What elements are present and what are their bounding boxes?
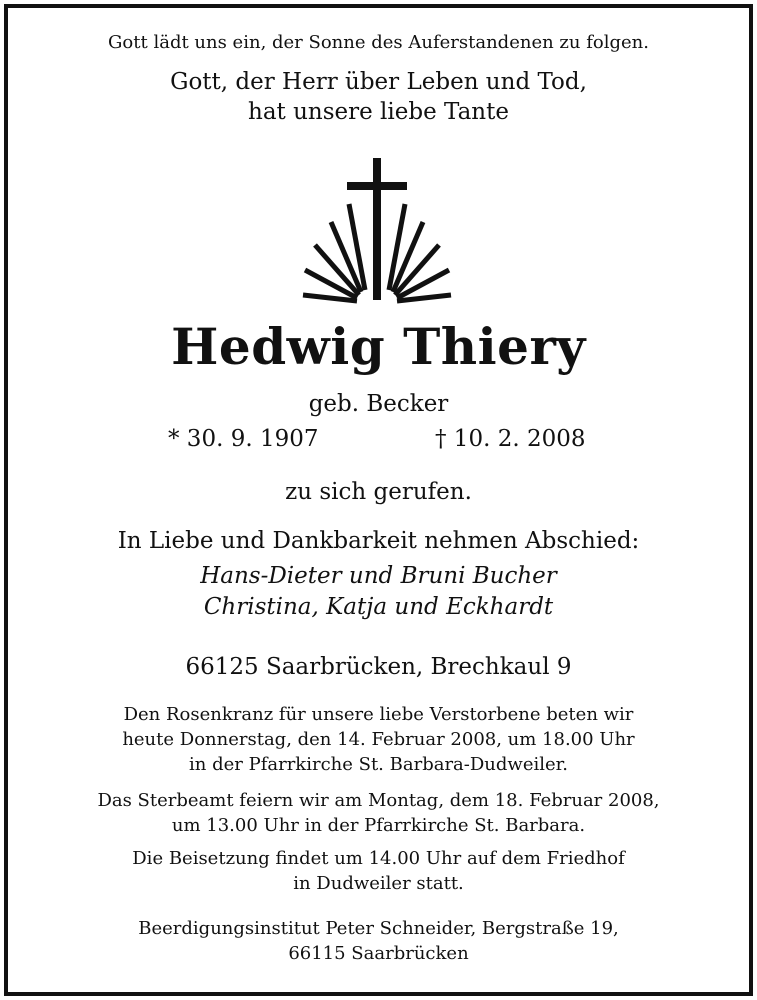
called-home-text: zu sich gerufen. xyxy=(285,479,472,505)
requiem-line: Das Sterbeamt feiern wir am Montag, dem 18. Februar 2008, xyxy=(97,790,660,811)
deceased-name: Hedwig Thiery xyxy=(171,317,586,376)
rosary-line: Den Rosenkranz für unsere liebe Verstorbene beten wir xyxy=(123,704,634,725)
cross-with-rays-icon xyxy=(0,152,757,308)
address: 66125 Saarbrücken, Brechkaul 9 xyxy=(185,654,572,680)
burial-line: Die Beisetzung findet um 14.00 Uhr auf dem Friedhof xyxy=(132,848,625,869)
mourner-line: Hans-Dieter und Bruni Bucher xyxy=(200,563,557,589)
mourner-line: Christina, Katja und Eckhardt xyxy=(203,594,554,620)
rosary-line: heute Donnerstag, den 14. Februar 2008, um 18.00 Uhr xyxy=(122,729,635,750)
intro-line-2: Gott, der Herr über Leben und Tod, xyxy=(170,69,587,95)
funeral-home-line: 66115 Saarbrücken xyxy=(288,943,469,964)
death-date: † 10. 2. 2008 xyxy=(435,426,586,452)
funeral-home-line: Beerdigungsinstitut Peter Schneider, Bergstraße 19, xyxy=(138,918,619,939)
maiden-name: geb. Becker xyxy=(308,391,449,417)
birth-date: * 30. 9. 1907 xyxy=(168,426,319,452)
intro-line-1: Gott lädt uns ein, der Sonne des Auferstandenen zu folgen. xyxy=(108,32,649,53)
farewell-heading: In Liebe und Dankbarkeit nehmen Abschied: xyxy=(117,528,640,554)
rosary-line: in der Pfarrkirche St. Barbara-Dudweiler. xyxy=(189,754,568,775)
burial-line: in Dudweiler statt. xyxy=(293,873,464,894)
requiem-line: um 13.00 Uhr in der Pfarrkirche St. Barbara. xyxy=(171,815,586,836)
intro-line-3: hat unsere liebe Tante xyxy=(248,99,509,125)
